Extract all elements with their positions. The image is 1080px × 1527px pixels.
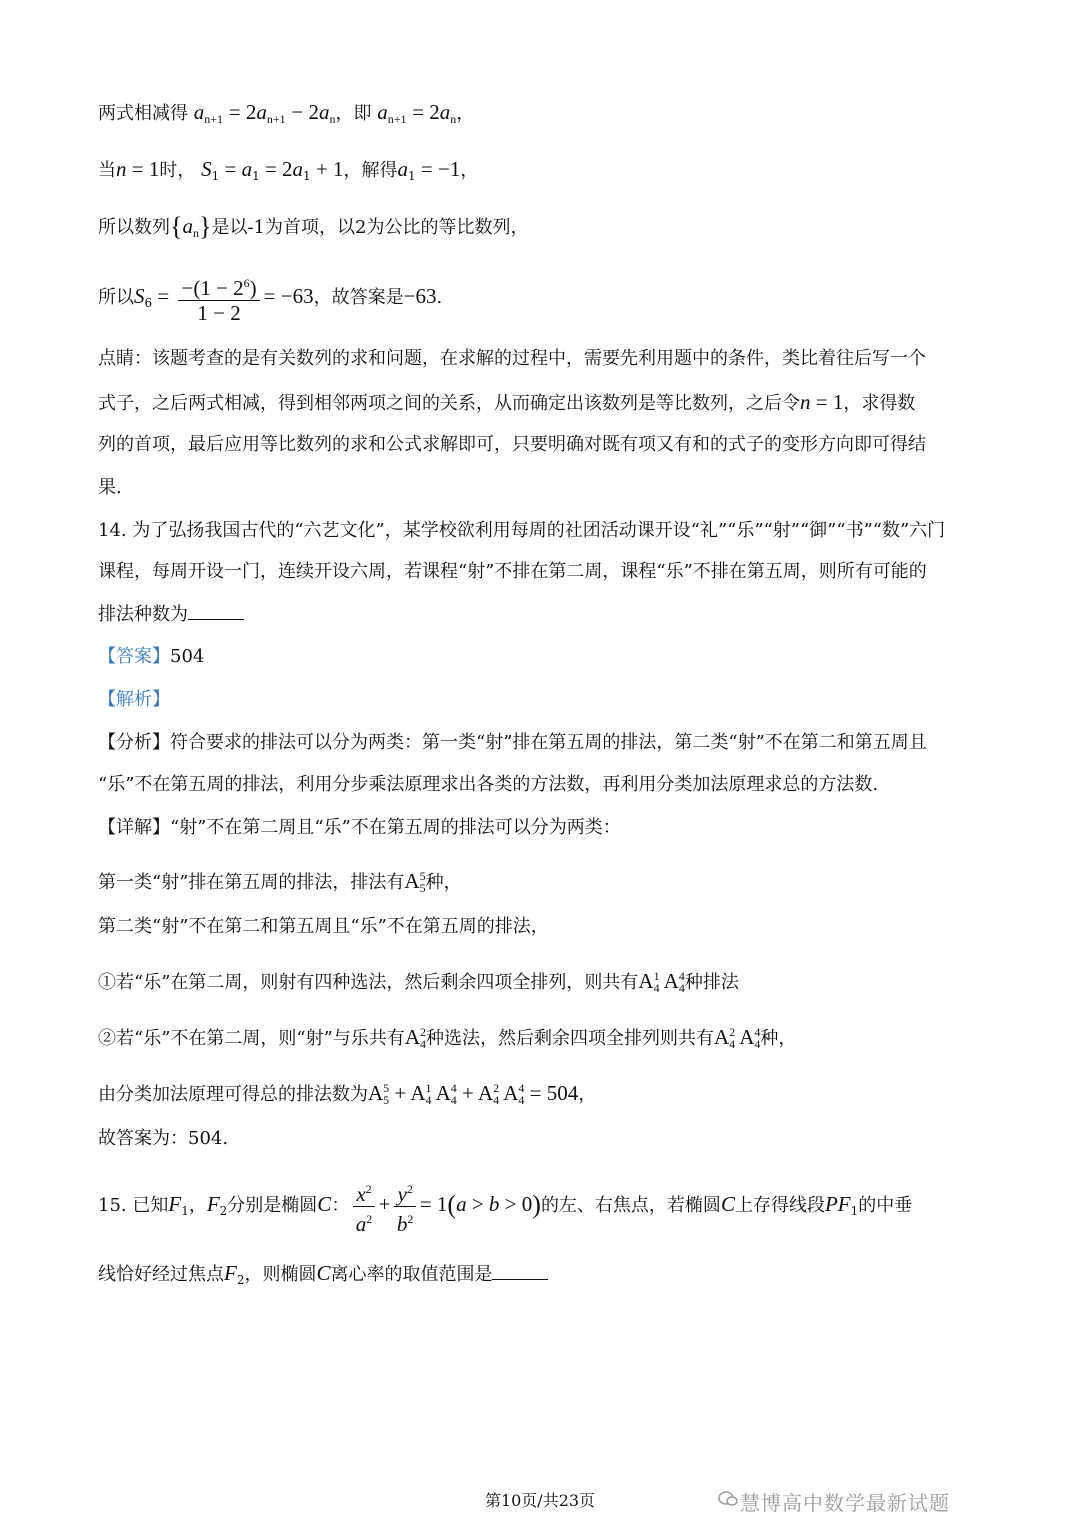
q14-line-2: 课程，每周开设一门，连续开设六周，若课程“射”不排在第二周，课程“乐”不排在第五周，则所有可能的 xyxy=(98,561,927,582)
xiangjie-tag: 【详解】 xyxy=(98,817,170,838)
answer-tag: 【答案】 xyxy=(98,646,170,667)
text: ，故答案是 xyxy=(313,287,404,308)
text: 第一类“射”排在第五周的排法，排法有 xyxy=(98,872,405,893)
derivation-line-4: 所以$S_6$ = $\frac{-(1 - 2^6)}{1 - 2}$ = −63，故答案是−63. xyxy=(98,266,980,333)
text: 所以数列 xyxy=(98,217,170,238)
text: ， xyxy=(460,160,479,181)
page-footer: 第10页/共23页 xyxy=(484,1491,596,1510)
text: 排法种数为 xyxy=(98,604,188,625)
q14-case-2: 第二类“射”不在第二和第五周且“乐”不在第五周的排法， xyxy=(98,916,549,937)
text: ，则椭圆 xyxy=(244,1264,317,1285)
q14-xiangjie xyxy=(98,814,980,842)
q14-fenxi-line-1 xyxy=(98,729,980,757)
q14-line-3 xyxy=(98,601,980,629)
text: 两式相减得 xyxy=(98,103,188,124)
text: 符合要求的排法可以分为两类：第一类“射”排在第五周的排法，第二类“射”不在第二和第五周且 xyxy=(170,732,927,753)
answer-value: 504 xyxy=(170,646,205,667)
text: 所以 xyxy=(98,287,134,308)
q14-line-1: 14. 为了弘扬我国古代的“六艺文化”，某学校欲利用每周的社团活动课开设“礼”“乐”“射”“御”“书”“数”六门 xyxy=(98,520,946,541)
comment-line-3: 列的首项，最后应用等比数列的求和公式求解即可，只要明确对既有项又有和的式子的变形方向即可得结 xyxy=(98,434,926,455)
text: ， xyxy=(578,1084,597,1105)
q14-total: 由分类加法原理可得总的排法数为$A_5^5 + A_4^1$ $A_4^4 + A_4^2$ $A_4^4 = 504$， xyxy=(98,1081,597,1107)
q14-conclusion: 故答案为：504. xyxy=(98,1128,229,1149)
comment-line-4: 果. xyxy=(98,477,122,498)
answer-value: −63 xyxy=(403,284,437,308)
q15-line-2: 线恰好经过焦点$F_2$，则椭圆C离心率的取值范围是 xyxy=(98,1259,980,1294)
answer-blank xyxy=(492,1263,548,1280)
watermark-text: 慧博高中数学最新试题 xyxy=(740,1491,950,1515)
sum-fraction: $\frac{-(1 - 2^6)}{1 - 2}$ xyxy=(178,271,259,325)
y-fraction: $\frac{y^2}{b^2}$ xyxy=(394,1177,415,1236)
comment-line-2: 式子，之后两式相减，得到相邻两项之间的关系，从而确定出该数列是等比数列，之后令n = 1，求得数 xyxy=(98,390,916,414)
text: 当 xyxy=(98,160,116,181)
text: 时， xyxy=(159,160,196,181)
text: 是以-1为首项，以2为公比的等比数列， xyxy=(211,217,529,238)
derivation-line-3: 所以数列$\{a_n\}$是以-1为首项，以2为公比的等比数列， xyxy=(98,212,529,241)
q14-answer xyxy=(98,643,980,671)
text: ， xyxy=(188,1195,207,1216)
derivation-line-2: 当n = 1时， $S_1 = a_1 = 2a_1 + 1$，解得$a_1 = -1$， xyxy=(98,157,479,183)
q15-line-1: 15. 已知$F_1$，$F_2$分别是椭圆C： $\frac{x^2}{a^2}$ + $\frac{y^2}{b^2}$ = 1(a > b > 0)的左、右焦点，若椭圆C上存得线段$PF_1$的中垂 xyxy=(98,1174,980,1241)
text: ②若“乐”不在第二周，则“射”与乐共有 xyxy=(98,1028,405,1049)
q14-case-2-sub-1: ①若“乐”在第二周，则射有四种选法，然后剩余四项全排列，则共有$A_4^1$ $A_4^4$种排法 xyxy=(98,969,739,995)
text: ，求得数 xyxy=(843,393,916,414)
q14-fenxi-line-2: “乐”不在第五周的排法，利用分步乘法原理求出各类的方法数，再利用分类加法原理求总的方法数. xyxy=(98,774,879,795)
answer-blank xyxy=(188,603,244,620)
text: 种， xyxy=(760,1028,797,1049)
text: . xyxy=(436,287,443,308)
text: ，解得 xyxy=(343,160,398,181)
comment-line-1: 点睛：该题考查的是有关数列的求和问题，在求解的过程中，需要先利用题中的条件，类比着往后写一个 xyxy=(98,348,926,369)
text: ： xyxy=(331,1195,350,1216)
text: 的左、右焦点，若椭圆 xyxy=(540,1195,721,1216)
text: 线恰好经过焦点 xyxy=(98,1264,224,1285)
text: ，即 xyxy=(335,103,372,124)
text: 式子，之后两式相减，得到相邻两项之间的关系，从而确定出该数列是等比数列，之后令 xyxy=(98,393,800,414)
analysis-tag: 【解析】 xyxy=(98,689,170,710)
q14-case-2-sub-2: ②若“乐”不在第二周，则“射”与乐共有$A_4^2$种选法，然后剩余四项全排列则共有$A_4^2$ $A_4^4$种， xyxy=(98,1025,797,1051)
text: “射”不在第二周且“乐”不在第五周的排法可以分为两类： xyxy=(170,817,621,838)
text: 离心率的取值范围是 xyxy=(330,1264,493,1285)
text: ， xyxy=(456,103,475,124)
fenxi-tag: 【分析】 xyxy=(98,732,170,753)
x-fraction: $\frac{x^2}{a^2}$ xyxy=(353,1177,374,1236)
derivation-line-1: 两式相减得 $a_{n+1} = 2a_{n+1} - 2a_n$，即 $a_{n+1} = 2a_n$， xyxy=(98,100,475,126)
text: 15. 已知 xyxy=(98,1195,169,1216)
text: ①若“乐”在第二周，则射有四种选法，然后剩余四项全排列，则共有 xyxy=(98,972,639,993)
text: 种选法，然后剩余四项全排列则共有 xyxy=(425,1028,714,1049)
text: 种排法 xyxy=(684,972,739,993)
text: 上存得线段 xyxy=(734,1195,825,1216)
text: 的中垂 xyxy=(858,1195,913,1216)
text: 种， xyxy=(425,872,462,893)
q14-analysis-heading xyxy=(98,686,980,714)
text: 由分类加法原理可得总的排法数为 xyxy=(98,1084,368,1105)
text: 分别是椭圆 xyxy=(227,1195,318,1216)
q14-case-1: 第一类“射”排在第五周的排法，排法有$A_5^5$种， xyxy=(98,869,462,895)
